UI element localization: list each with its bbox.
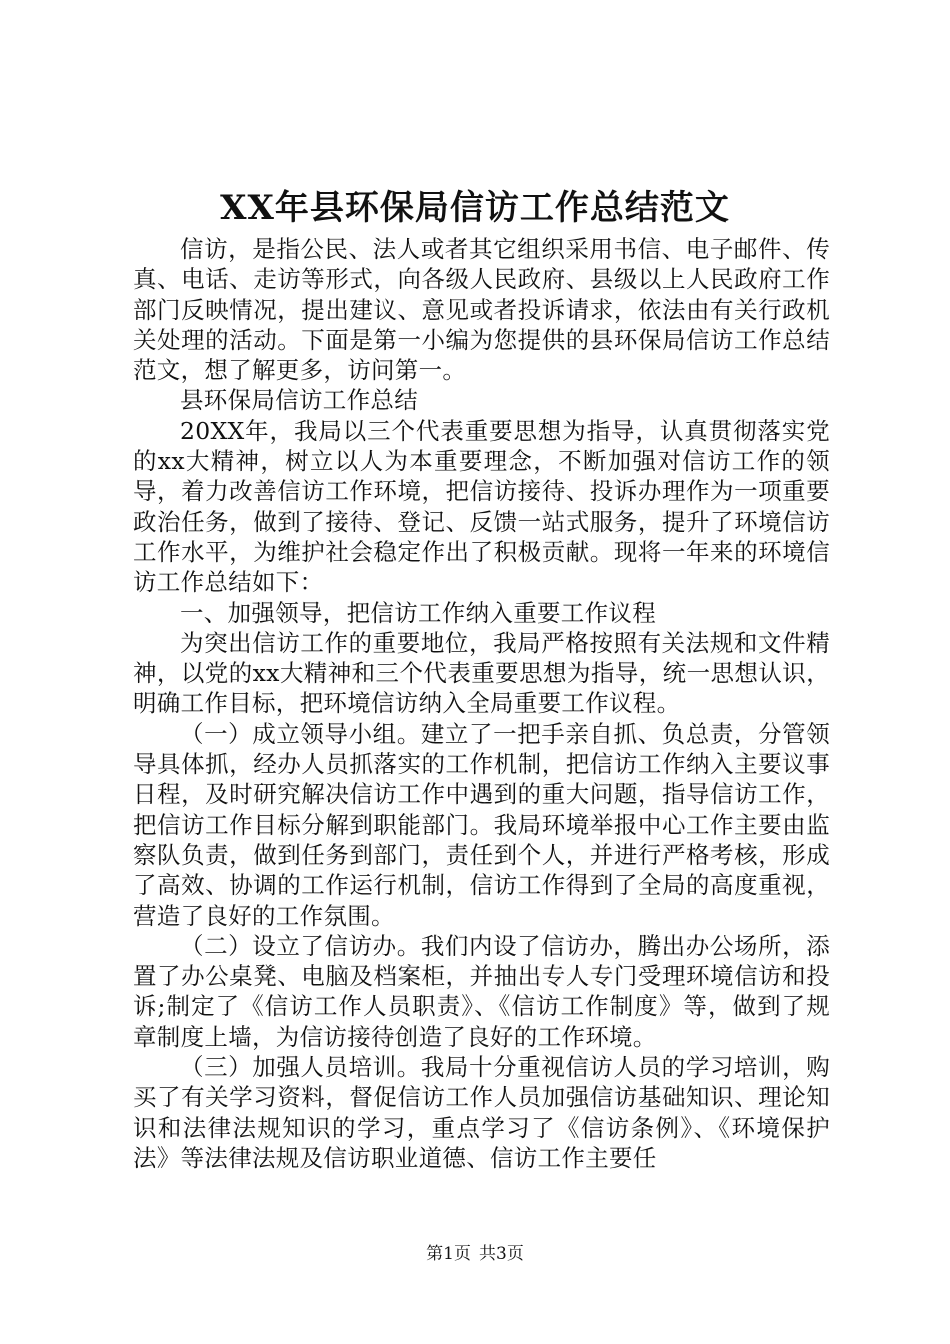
page-footer [0, 1242, 950, 1266]
paragraph-section-1: 为突出信访工作的重要地位，我局严格按照有关法规和文件精神，以党的xx大精神和三个代表重要思想为指导，统一思想认识，明确工作目标，把环境信访纳入全局重要工作议程。 [133, 628, 830, 718]
page-total: 共3页 [479, 1244, 524, 1264]
paragraph-subtitle: 县环保局信访工作总结 [180, 386, 418, 415]
page-number: 第1页 [426, 1244, 471, 1264]
section-heading-1: 一、加强领导，把信访工作纳入重要工作议程 [180, 598, 656, 627]
paragraph-item-3: （三）加强人员培训。我局十分重视信访人员的学习培训，购买了有关学习资料，督促信访工作人员加强信访基础知识、理论知识和法律法规知识的学习，重点学习了《信访条例》、《环境保护法》等法律法规及信访职业道德、信访工作主要任 [133, 1053, 830, 1172]
paragraph-overview: 20XX年，我局以三个代表重要思想为指导，认真贯彻落实党的xx大精神，树立以人为本重要理念，不断加强对信访工作的领导，着力改善信访工作环境，把信访接待、投诉办理作为一项重要政治任务，做到了接待、登记、反馈一站式服务，提升了环境信访工作水平，为维护社会稳定作出了积极贡献。现将一年来的环境信访工作总结如下： [133, 416, 830, 597]
paragraph-intro: 信访，是指公民、法人或者其它组织采用书信、电子邮件、传真、电话、走访等形式，向各级人民政府、县级以上人民政府工作部门反映情况，提出建议、意见或者投诉请求，依法由有关行政机关处理的活动。下面是第一小编为您提供的县环保局信访工作总结范文，想了解更多，访问第一。 [133, 235, 830, 385]
document-title: XX年县环保局信访工作总结范文 [220, 188, 730, 228]
paragraph-item-2: （二）设立了信访办。我们内设了信访办，腾出办公场所，添置了办公桌凳、电脑及档案柜，并抽出专人专门受理环境信访和投诉;制定了《信访工作人员职责》、《信访工作制度》等，做到了规章制度上墙，为信访接待创造了良好的工作环境。 [133, 931, 830, 1051]
paragraph-item-1: （一）成立领导小组。建立了一把手亲自抓、负总责，分管领导具体抓，经办人员抓落实的工作机制，把信访工作纳入主要议事日程，及时研究解决信访工作中遇到的重大问题，指导信访工作，把信访工作目标分解到职能部门。我局环境举报中心工作主要由监察队负责，做到任务到部门，责任到个人，并进行严格考核，形成了高效、协调的工作运行机制，信访工作得到了全局的高度重视，营造了良好的工作氛围。 [133, 719, 830, 930]
document-body [133, 234, 830, 1173]
